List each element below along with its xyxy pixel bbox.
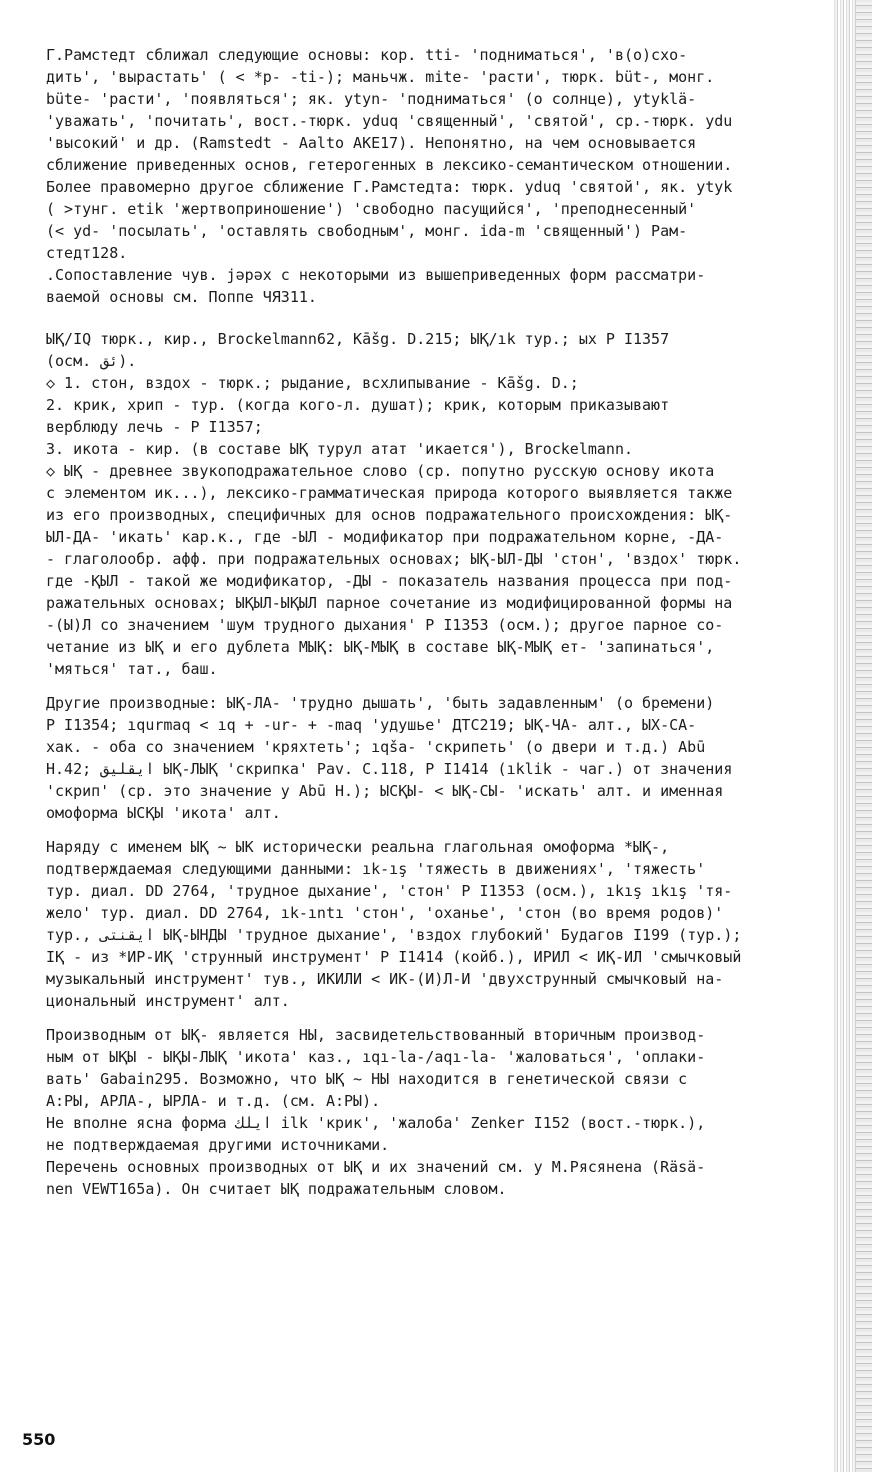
- text-line: Другие производные: ЫҚ-ЛА- 'трудно дышать', 'быть задавленным' (о бремени): [46, 694, 715, 712]
- text-line: из его производных, специфичных для основ подражательного происхождения: ЫҚ-: [46, 506, 733, 524]
- paragraph-gap: [46, 824, 836, 836]
- text-line: IҚ - из *ИР-ИҚ 'струнный инструмент' P I1414 (койб.), ИРИЛ < ИҚ-ИЛ 'смычковый: [46, 948, 742, 966]
- text-line: büte- 'расти', 'появляться'; як. ytyn- 'подниматься' (о солнце), ytyklä-: [46, 90, 697, 108]
- text-line: тур. диал. DD 2764, 'трудное дыхание', 'стон' P I1353 (осм.), ıkış ıkış 'тя-: [46, 882, 733, 900]
- text-line: музыкальный инструмент' тув., ИКИЛИ < ИК-(И)Л-И 'двухструнный смычковый на-: [46, 970, 724, 988]
- text-line: 'мяться' тат., баш.: [46, 660, 218, 678]
- text-line: дить', 'вырастать' ( < *p- -ti-); маньчж. mite- 'расти', тюрк. büt-, монг.: [46, 68, 715, 86]
- text-line: ◇ ЫҚ - древнее звукоподражательное слово (ср. попутно русскую основу икота: [46, 462, 715, 480]
- text-line: хак. - оба со значением 'кряхтеть'; ıqša- 'скрипеть' (о двери и т.д.) Abū: [46, 738, 706, 756]
- text-line: H.42; ايقليق ЫҚ-ЛЫҚ 'скрипка' Pav. C.118, P I1414 (ıklik - чаг.) от значения: [46, 760, 733, 778]
- page-text: [46, 44, 836, 1200]
- entry-ik: [46, 328, 836, 680]
- paragraph-verbal-homonym: [46, 836, 836, 1012]
- text-line: - глаголообр. афф. при подражательных основах; ЫҚ-ЫЛ-ДЫ 'стон', 'вздох' тюрк.: [46, 550, 742, 568]
- text-line: .Сопоставление чув. jəpəx с некоторыми из вышеприведенных форм рассматри-: [46, 266, 706, 284]
- text-line: ваемой основы см. Поппе ЧЯ311.: [46, 288, 317, 306]
- text-line: Г.Рамстедт сближал следующие основы: кор. tti- 'подниматься', 'в(о)схо-: [46, 46, 688, 64]
- text-line: 'уважать', 'почитать', вост.-тюрк. yduq 'священный', 'святой', ср.-тюрк. уdu: [46, 112, 733, 130]
- text-line: ( >тунг. etik 'жертвоприношение') 'свободно пасущийся', 'преподнесенный': [46, 200, 697, 218]
- paragraph-ramstedt: [46, 44, 836, 308]
- text-line: Наряду с именем ЫҚ ~ ЫК исторически реальна глагольная омоформа *ЫҚ-,: [46, 838, 670, 856]
- binding-edge-shadow: [832, 0, 872, 1472]
- text-line: вать' Gabain295. Возможно, что ЫҚ ~ НЫ находится в генетической связи с: [46, 1070, 688, 1088]
- paragraph-gap: [46, 308, 836, 328]
- text-line: А:РЫ, АРЛА-, ЫРЛА- и т.д. (см. А:РЫ).: [46, 1092, 381, 1110]
- paragraph-gap: [46, 680, 836, 692]
- text-line: 'высокий' и др. (Ramstedt - Aalto AKE17). Непонятно, на чем основывается: [46, 134, 697, 152]
- text-line: ным от ЫҚЫ - ЫҚЫ-ЛЫҚ 'икота' каз., ıqı-la-/aqı-la- 'жаловаться', 'оплаки-: [46, 1048, 706, 1066]
- paragraph-conclusion: [46, 1024, 836, 1200]
- text-line: Не вполне ясна форма ايلك ilk 'крик', 'жалоба' Zenker I152 (вост.-тюрк.),: [46, 1114, 706, 1132]
- text-line: четание из ЫҚ и его дублета МЫҚ: ЫҚ-МЫҚ в составе ЫҚ-МЫҚ ет- 'запинаться',: [46, 638, 715, 656]
- text-line: (< yd- 'посылать', 'оставлять свободным', монг. ida-m 'священный') Рам-: [46, 222, 688, 240]
- paragraph-gap: [46, 1012, 836, 1024]
- text-line: жело' тур. диал. DD 2764, ık-ıntı 'стон', 'оханье', 'стон (во время родов)': [46, 904, 724, 922]
- text-line: Производным от ЫҚ- является НЫ, засвидетельствованный вторичным производ-: [46, 1026, 706, 1044]
- text-line: nen VEWT165a). Он считает ЫҚ подражательным словом.: [46, 1180, 507, 1198]
- text-line: стедт128.: [46, 244, 128, 262]
- text-line: верблюду лечь - P I1357;: [46, 418, 263, 436]
- page-number: 550: [22, 1430, 56, 1449]
- text-line: 2. крик, хрип - тур. (когда кого-л. душат); крик, которым приказывают: [46, 396, 670, 414]
- text-line: не подтверждаемая другими источниками.: [46, 1136, 390, 1154]
- text-line: тур., ايقنتى ЫҚ-ЫНДЫ 'трудное дыхание', 'вздох глубокий' Будагов I199 (тур.);: [46, 926, 742, 944]
- text-line: где -ҚЫЛ - такой же модификатор, -ДЫ - показатель названия процесса при под-: [46, 572, 733, 590]
- text-line: 'скрип' (ср. это значение у Abū H.); ЫСҚЫ- < ЫҚ-СЫ- 'искать' алт. и именная: [46, 782, 724, 800]
- text-line: Перечень основных производных от ЫҚ и их значений см. у М.Рясянена (Räsä-: [46, 1158, 706, 1176]
- paragraph-derivatives: [46, 692, 836, 824]
- text-line: (осм. ئق).: [46, 352, 137, 370]
- text-line: ◇ 1. стон, вздох - тюрк.; рыдание, всхлипывание - Kāšg. D.;: [46, 374, 579, 392]
- text-line: Более правомерно другое сближение Г.Рамстедта: тюрк. yduq 'святой', як. ytyk: [46, 178, 733, 196]
- text-line: циональный инструмент' алт.: [46, 992, 290, 1010]
- entry-heading: ЫҚ/IQ тюрк., кир., Brockelmann62, Kāšg. D.215; ЫҚ/ık тур.; ых P I1357: [46, 330, 670, 348]
- text-line: омоформа ЫСҚЫ 'икота' алт.: [46, 804, 281, 822]
- text-line: 3. икота - кир. (в составе ЫҚ турул атат 'икается'), Brockelmann.: [46, 440, 633, 458]
- text-line: ЫЛ-ДА- 'икать' кар.к., где -ЫЛ - модификатор при подражательном корне, -ДА-: [46, 528, 724, 546]
- text-line: ражательных основах; ЫҚЫЛ-ЫҚЫЛ парное сочетание из модифицированной формы на: [46, 594, 733, 612]
- text-line: P I1354; ıqurmaq < ıq + -ur- + -maq 'удушье' ДТС219; ЫҚ-ЧА- алт., ЫХ-СА-: [46, 716, 697, 734]
- text-line: подтверждаемая следующими данными: ık-ış 'тяжесть в движениях', 'тяжесть': [46, 860, 706, 878]
- text-line: сближение приведенных основ, гетерогенных в лексико-семантическом отношении.: [46, 156, 733, 174]
- text-line: -(Ы)Л со значением 'шум трудного дыхания' P I1353 (осм.); другое парное со-: [46, 616, 724, 634]
- text-line: с элементом ик...), лексико-грамматическая природа которого выявляется также: [46, 484, 733, 502]
